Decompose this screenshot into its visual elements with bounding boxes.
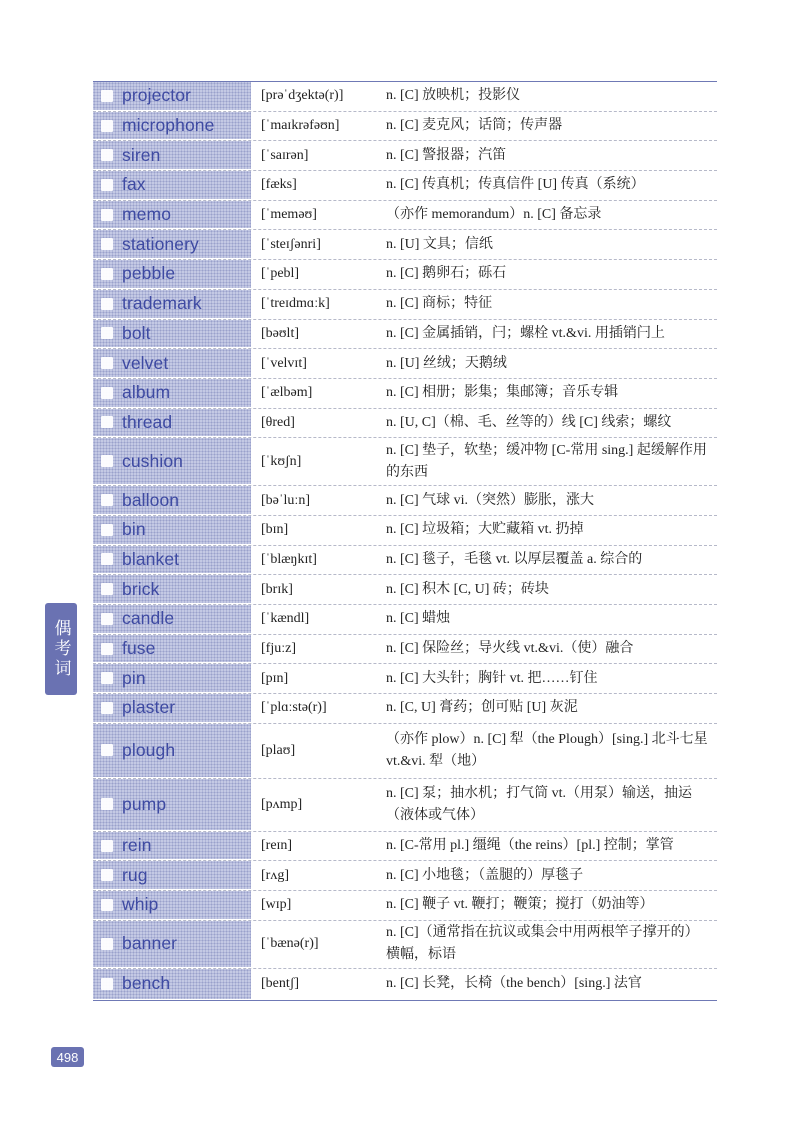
word: fax bbox=[122, 174, 146, 195]
definition: n. [C] 鞭子 vt. 鞭打；鞭策；搅打（奶油等） bbox=[386, 897, 654, 913]
phonetic: [θred] bbox=[261, 414, 295, 430]
word: bolt bbox=[122, 322, 151, 343]
definition: n. [C] 泵；抽水机；打气筒 vt.（用泵）输送，抽运（液体或气体） bbox=[386, 785, 693, 823]
definition: n. [C] 垃圾箱；大贮藏箱 vt. 扔掉 bbox=[386, 522, 584, 538]
checkbox-icon[interactable] bbox=[101, 179, 113, 191]
checkbox-icon[interactable] bbox=[101, 455, 113, 467]
word: projector bbox=[122, 85, 191, 106]
page-number: 498 bbox=[51, 1047, 84, 1067]
definition: n. [C] 麦克风；话筒；传声器 bbox=[386, 118, 563, 134]
word-cell bbox=[93, 516, 251, 545]
word-cell bbox=[93, 486, 251, 515]
phonetic: [reɪn] bbox=[261, 838, 293, 854]
phonetic: [ˈkændl] bbox=[261, 611, 310, 627]
table-row bbox=[93, 201, 717, 231]
checkbox-icon[interactable] bbox=[101, 268, 113, 280]
word-cell bbox=[93, 605, 251, 634]
word: bench bbox=[122, 973, 171, 994]
word-cell bbox=[93, 891, 251, 920]
word: balloon bbox=[122, 489, 180, 510]
word-cell bbox=[93, 546, 251, 575]
checkbox-icon[interactable] bbox=[101, 613, 113, 625]
table-row bbox=[93, 409, 717, 439]
checkbox-icon[interactable] bbox=[101, 209, 113, 221]
definition: n. [U] 文具；信纸 bbox=[386, 236, 493, 252]
checkbox-icon[interactable] bbox=[101, 524, 113, 536]
checkbox-icon[interactable] bbox=[101, 238, 113, 250]
phonetic: [ˈbænə(r)] bbox=[261, 936, 319, 952]
definition: n. [C] 保险丝；导火线 vt.&vi.（使）融合 bbox=[386, 641, 634, 657]
word: pin bbox=[122, 667, 146, 688]
word-cell bbox=[93, 230, 251, 259]
word-cell bbox=[93, 260, 251, 289]
checkbox-icon[interactable] bbox=[101, 840, 113, 852]
table-row bbox=[93, 516, 717, 546]
table-row bbox=[93, 290, 717, 320]
word: thread bbox=[122, 411, 173, 432]
definition: n. [C] 相册；影集；集邮簿；音乐专辑 bbox=[386, 385, 619, 401]
word-cell bbox=[93, 969, 251, 1000]
definition: n. [C] 放映机；投影仪 bbox=[386, 88, 521, 104]
checkbox-icon[interactable] bbox=[101, 938, 113, 950]
table-row bbox=[93, 438, 717, 486]
word-cell bbox=[93, 141, 251, 170]
checkbox-icon[interactable] bbox=[101, 978, 113, 990]
table-row bbox=[93, 112, 717, 142]
table-row bbox=[93, 779, 717, 832]
checkbox-icon[interactable] bbox=[101, 494, 113, 506]
checkbox-icon[interactable] bbox=[101, 120, 113, 132]
phonetic: [bəʊlt] bbox=[261, 325, 300, 341]
phonetic: [plaʊ] bbox=[261, 742, 296, 758]
phonetic: [pʌmp] bbox=[261, 796, 303, 812]
table-row bbox=[93, 486, 717, 516]
checkbox-icon[interactable] bbox=[101, 298, 113, 310]
checkbox-icon[interactable] bbox=[101, 387, 113, 399]
vocabulary-table bbox=[93, 81, 717, 1001]
word: stationery bbox=[122, 233, 199, 254]
word: pebble bbox=[122, 263, 176, 284]
checkbox-icon[interactable] bbox=[101, 643, 113, 655]
word: blanket bbox=[122, 548, 180, 569]
word: album bbox=[122, 382, 171, 403]
phonetic: [ˈvelvɪt] bbox=[261, 355, 307, 371]
checkbox-icon[interactable] bbox=[101, 672, 113, 684]
checkbox-icon[interactable] bbox=[101, 899, 113, 911]
word: microphone bbox=[122, 115, 215, 136]
phonetic: [bəˈluːn] bbox=[261, 492, 310, 508]
checkbox-icon[interactable] bbox=[101, 744, 113, 756]
word-cell bbox=[93, 201, 251, 230]
checkbox-icon[interactable] bbox=[101, 416, 113, 428]
table-row bbox=[93, 349, 717, 379]
table-row bbox=[93, 969, 717, 1001]
word-cell bbox=[93, 290, 251, 319]
definition: n. [C] 长凳，长椅（the bench）[sing.] 法官 bbox=[386, 976, 642, 992]
word-cell bbox=[93, 921, 251, 968]
table-row bbox=[93, 635, 717, 665]
phonetic: [ˈsteɪʃənri] bbox=[261, 236, 321, 252]
definition: n. [C] 积木 [C, U] 砖；砖块 bbox=[386, 581, 549, 597]
definition: n. [C] 鹅卵石；砾石 bbox=[386, 266, 507, 282]
checkbox-icon[interactable] bbox=[101, 702, 113, 714]
definition: n. [C-常用 pl.] 缰绳（the reins）[pl.] 控制；掌管 bbox=[386, 838, 674, 854]
phonetic: [prəˈdʒektə(r)] bbox=[261, 88, 344, 104]
checkbox-icon[interactable] bbox=[101, 357, 113, 369]
definition: n. [C] 垫子，软垫；缓冲物 [C-常用 sing.] 起缓解作用的东西 bbox=[386, 442, 707, 480]
word-cell bbox=[93, 409, 251, 438]
word: brick bbox=[122, 578, 160, 599]
word-cell bbox=[93, 694, 251, 723]
word: plough bbox=[122, 739, 176, 760]
word: plaster bbox=[122, 697, 176, 718]
definition: n. [U, C]（棉、毛、丝等的）线 [C] 线索；螺纹 bbox=[386, 414, 672, 430]
word-cell bbox=[93, 438, 251, 485]
definition: n. [C] 小地毯；（盖腿的）厚毯子 bbox=[386, 867, 584, 883]
definition: n. [C] 气球 vi.（突然）膨胀，涨大 bbox=[386, 492, 595, 508]
word: memo bbox=[122, 204, 172, 225]
word: velvet bbox=[122, 352, 169, 373]
phonetic: [bɪn] bbox=[261, 522, 289, 538]
checkbox-icon[interactable] bbox=[101, 583, 113, 595]
phonetic: [ˈtreɪdmɑːk] bbox=[261, 296, 330, 312]
word-cell bbox=[93, 861, 251, 890]
phonetic: [wɪp] bbox=[261, 897, 292, 913]
word: pump bbox=[122, 793, 167, 814]
phonetic: [fæks] bbox=[261, 177, 297, 193]
table-row bbox=[93, 605, 717, 635]
word-cell bbox=[93, 171, 251, 200]
definition: n. [C] 商标；特征 bbox=[386, 296, 493, 312]
word: banner bbox=[122, 933, 178, 954]
word: fuse bbox=[122, 638, 156, 659]
checkbox-icon[interactable] bbox=[101, 553, 113, 565]
definition: n. [C] 大头针；胸针 vt. 把……钉住 bbox=[386, 670, 598, 686]
table-row bbox=[93, 320, 717, 350]
definition: n. [C, U] 膏药；创可贴 [U] 灰泥 bbox=[386, 700, 578, 716]
table-row bbox=[93, 230, 717, 260]
table-row bbox=[93, 575, 717, 605]
definition: n. [C] 毯子，毛毯 vt. 以厚层覆盖 a. 综合的 bbox=[386, 551, 643, 567]
table-row bbox=[93, 861, 717, 891]
table-row bbox=[93, 832, 717, 862]
word-cell bbox=[93, 779, 251, 831]
word: rug bbox=[122, 864, 148, 885]
phonetic: [bentʃ] bbox=[261, 976, 300, 992]
word: cushion bbox=[122, 450, 184, 471]
checkbox-icon[interactable] bbox=[101, 798, 113, 810]
table-row bbox=[93, 379, 717, 409]
table-row bbox=[93, 664, 717, 694]
phonetic: [fjuːz] bbox=[261, 641, 296, 657]
phonetic: [ˈpebl] bbox=[261, 266, 300, 282]
word-cell bbox=[93, 664, 251, 693]
phonetic: [ˈplɑːstə(r)] bbox=[261, 700, 327, 716]
definition: （亦作 plow）n. [C] 犁（the Plough）[sing.] 北斗七星 vt.&vi. 犁（地） bbox=[386, 731, 708, 769]
definition: （亦作 memorandum）n. [C] 备忘录 bbox=[386, 207, 602, 223]
table-row bbox=[93, 694, 717, 724]
table-row bbox=[93, 171, 717, 201]
word-cell bbox=[93, 82, 251, 111]
phonetic: [ˈmaɪkrəfəʊn] bbox=[261, 118, 340, 134]
word-cell bbox=[93, 379, 251, 408]
table-row bbox=[93, 546, 717, 576]
word: bin bbox=[122, 519, 146, 540]
table-row bbox=[93, 921, 717, 969]
checkbox-icon[interactable] bbox=[101, 90, 113, 102]
word-cell bbox=[93, 724, 251, 778]
phonetic: [ˈmeməʊ] bbox=[261, 207, 317, 223]
phonetic: [brɪk] bbox=[261, 581, 293, 597]
word: siren bbox=[122, 144, 161, 165]
definition: n. [C] 蜡烛 bbox=[386, 611, 451, 627]
table-row bbox=[93, 141, 717, 171]
phonetic: [rʌg] bbox=[261, 867, 289, 883]
table-row bbox=[93, 724, 717, 779]
word: whip bbox=[122, 894, 159, 915]
phonetic: [ˈælbəm] bbox=[261, 385, 313, 401]
definition: n. [C] 警报器；汽笛 bbox=[386, 147, 507, 163]
definition: n. [U] 丝绒；天鹅绒 bbox=[386, 355, 507, 371]
definition: n. [C] 金属插销，闩；螺栓 vt.&vi. 用插销闩上 bbox=[386, 325, 665, 341]
phonetic: [pɪn] bbox=[261, 670, 289, 686]
word-cell bbox=[93, 832, 251, 861]
checkbox-icon[interactable] bbox=[101, 327, 113, 339]
word: candle bbox=[122, 608, 175, 629]
word-cell bbox=[93, 320, 251, 349]
word-cell bbox=[93, 349, 251, 378]
table-row bbox=[93, 891, 717, 921]
word: trademark bbox=[122, 293, 202, 314]
table-row bbox=[93, 82, 717, 112]
word-cell bbox=[93, 575, 251, 604]
checkbox-icon[interactable] bbox=[101, 149, 113, 161]
table-row bbox=[93, 260, 717, 290]
phonetic: [ˈsaɪrən] bbox=[261, 147, 309, 163]
definition: n. [C] 传真机；传真信件 [U] 传真（系统） bbox=[386, 177, 645, 193]
word: rein bbox=[122, 835, 152, 856]
phonetic: [ˈblæŋkɪt] bbox=[261, 551, 317, 567]
phonetic: [ˈkʊʃn] bbox=[261, 453, 302, 469]
word-cell bbox=[93, 635, 251, 664]
word-cell bbox=[93, 112, 251, 141]
checkbox-icon[interactable] bbox=[101, 869, 113, 881]
definition: n. [C]（通常指在抗议或集会中用两根竿子撑开的）横幅，标语 bbox=[386, 925, 699, 963]
section-tab bbox=[45, 603, 77, 695]
section-tab-label: 偶考词 bbox=[50, 619, 71, 679]
